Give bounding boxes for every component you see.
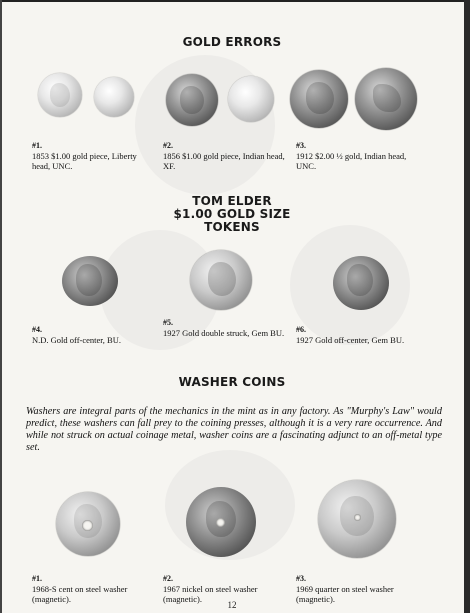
item-number: #6. <box>296 325 306 334</box>
washer-coin-1967-nickel <box>186 487 256 557</box>
item-number: #1. <box>32 574 42 583</box>
item-description: 1969 quarter on steel washer (magnetic). <box>296 584 394 604</box>
item-description: 1856 $1.00 gold piece, Indian head, XF. <box>163 151 285 171</box>
item-number: #5. <box>163 318 173 327</box>
coin-1853-gold-obverse <box>38 73 82 117</box>
coin-1912-gold-reverse <box>355 68 417 130</box>
washer-coin-1968-cent <box>56 492 120 556</box>
page-border-left <box>0 0 2 613</box>
section-title-tom-elder: TOM ELDER <box>192 194 272 208</box>
item-number: #2. <box>163 141 173 150</box>
washer-coin-1969-quarter <box>318 480 396 558</box>
coin-1912-gold-obverse <box>290 70 348 128</box>
coin-1856-gold-reverse <box>228 76 274 122</box>
item-description: N.D. Gold off-center, BU. <box>32 335 121 345</box>
section-title-gold-size: $1.00 GOLD SIZE <box>173 207 291 221</box>
item-description: 1968-S cent on steel washer (magnetic). <box>32 584 128 604</box>
item-number: #3. <box>296 141 306 150</box>
item-number: #2. <box>163 574 173 583</box>
item-number: #4. <box>32 325 42 334</box>
page-border-right <box>464 0 470 613</box>
coin-1853-gold-reverse <box>94 77 134 117</box>
section-title-washer-coins: WASHER COINS <box>178 375 286 389</box>
caption-token-5 <box>163 318 285 338</box>
item-description: 1927 Gold off-center, Gem BU. <box>296 335 405 345</box>
item-description: 1912 $2.00 ½ gold, Indian head, UNC. <box>296 151 407 171</box>
section-title-gold-errors: GOLD ERRORS <box>182 35 282 49</box>
item-number: #3. <box>296 574 306 583</box>
token-5-double-struck <box>190 250 252 310</box>
page-border-top <box>0 0 470 2</box>
token-6-off-center <box>333 256 389 310</box>
section-title-tokens: TOKENS <box>204 220 260 234</box>
caption-gold-1 <box>32 141 152 171</box>
caption-gold-3 <box>296 141 416 171</box>
item-description: 1853 $1.00 gold piece, Liberty head, UNC. <box>32 151 137 171</box>
item-description: 1967 nickel on steel washer (magnetic). <box>163 584 258 604</box>
washer-coins-paragraph: Washers are integral parts of the mechanics in the mint as in any factory. As "Murphy's Law" would predict, these washers can fall prey to the coining presses, although it is a very rare occurrence. And while not struck on actual coinage metal, washer coins are a fascinating adjunct to an off-metal type set. <box>26 406 442 453</box>
caption-token-4 <box>32 325 152 345</box>
token-4-off-center <box>62 256 118 306</box>
page-number: 12 <box>227 600 237 610</box>
item-number: #1. <box>32 141 42 150</box>
item-description: 1927 Gold double struck, Gem BU. <box>163 328 285 338</box>
caption-gold-2 <box>163 141 285 171</box>
coin-1856-gold-obverse <box>166 74 218 126</box>
caption-token-6 <box>296 325 426 345</box>
